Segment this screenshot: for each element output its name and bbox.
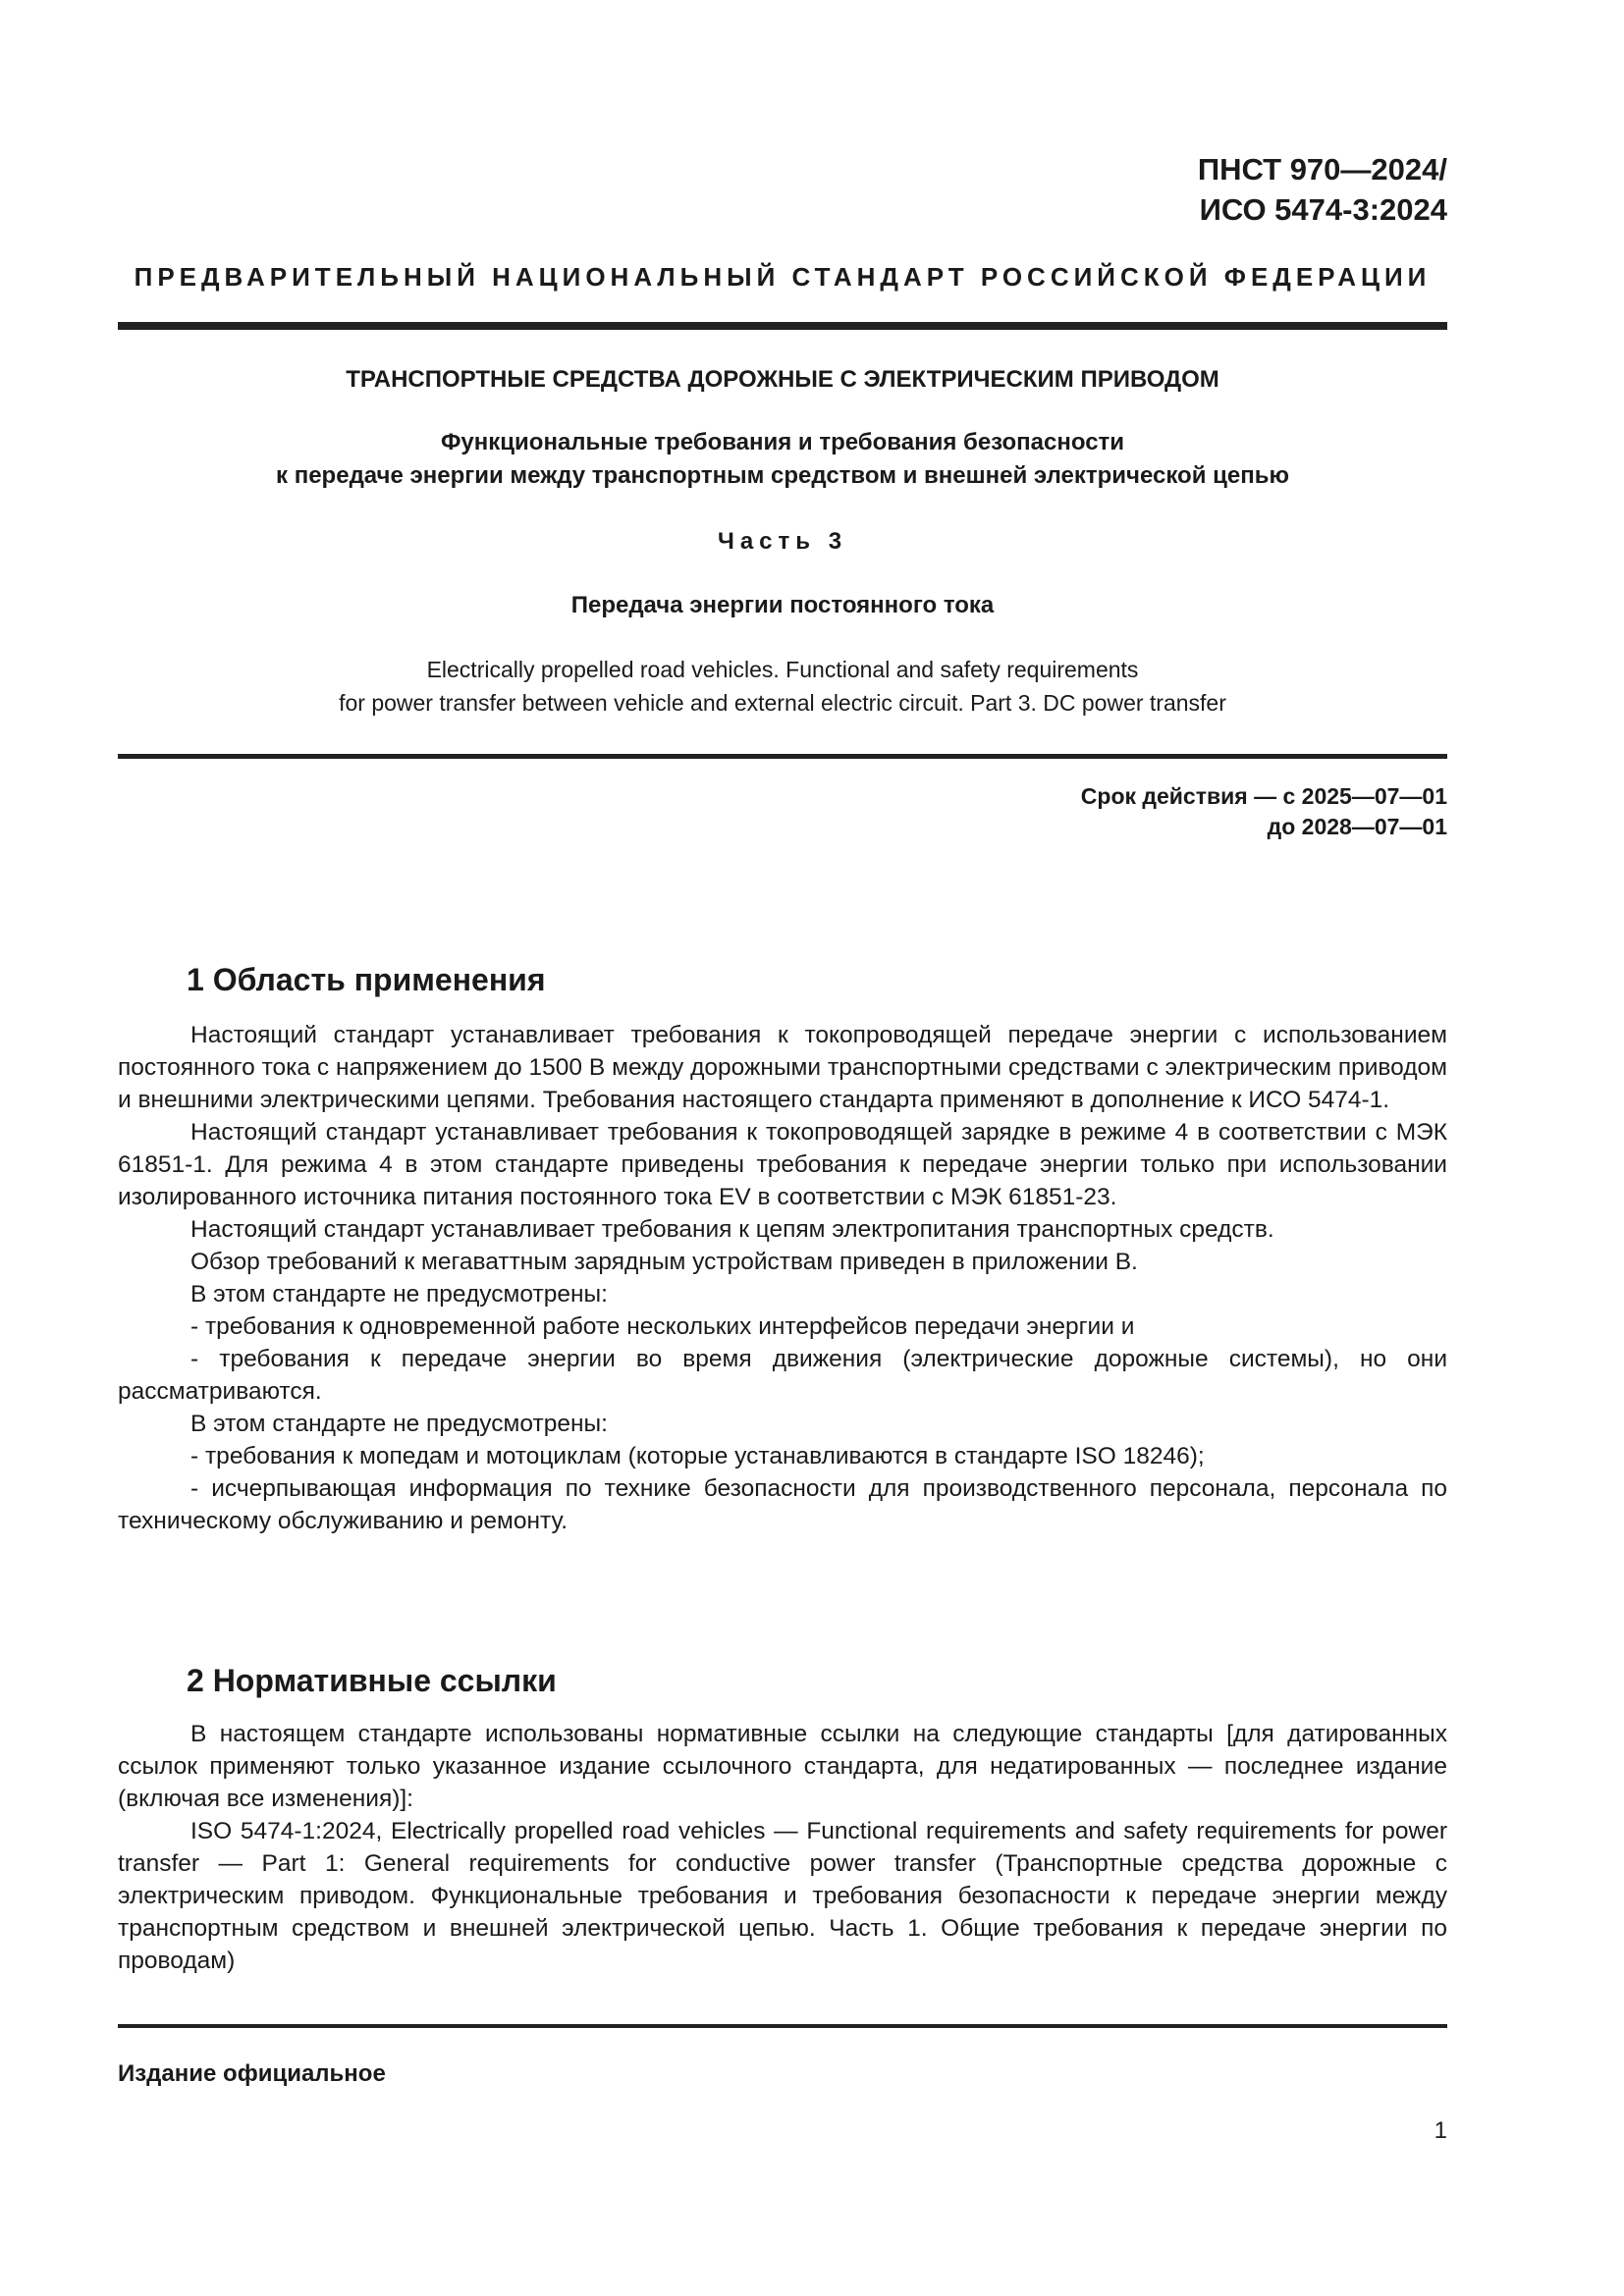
subtitle-line-2: к передаче энергии между транспортным средством и внешней электрической цепью — [276, 462, 1289, 489]
section-1-list-item: - требования к передаче энергии во время движения (электрические дорожные системы), но они рассматриваются. — [118, 1346, 1447, 1405]
page-number: 1 — [1434, 2117, 1447, 2144]
section-1-paragraph: Обзор требований к мегаваттным зарядным устройствам приведен в приложении В. — [190, 1249, 1138, 1275]
section-1-list-item: - требования к мопедам и мотоциклам (которые устанавливаются в стандарте ISO 18246); — [190, 1443, 1205, 1469]
section-2-heading: 2 Нормативные ссылки — [187, 1663, 557, 1698]
section-1-list-item: - исчерпывающая информация по технике безопасности для производственного персонала, персонала по техническому обслуживанию и ремонту. — [118, 1475, 1447, 1534]
designation-line-1: ПНСТ 970—2024/ — [1197, 152, 1447, 187]
section-1-paragraph: В этом стандарте не предусмотрены: — [190, 1411, 608, 1437]
english-title-line-2: for power transfer between vehicle and external electric circuit. Part 3. DC power transfer — [339, 690, 1226, 716]
section-1-paragraph: Настоящий стандарт устанавливает требования к цепям электропитания транспортных средств. — [190, 1216, 1274, 1243]
main-title: ТРАНСПОРТНЫЕ СРЕДСТВА ДОРОЖНЫЕ С ЭЛЕКТРИЧЕСКИМ ПРИВОДОМ — [346, 366, 1219, 393]
preliminary-standard-label: ПРЕДВАРИТЕЛЬНЫЙ НАЦИОНАЛЬНЫЙ СТАНДАРТ РОССИЙСКОЙ ФЕДЕРАЦИИ — [134, 262, 1432, 292]
official-edition-label: Издание официальное — [118, 2060, 386, 2087]
subtitle-line-1: Функциональные требования и требования безопасности — [440, 429, 1125, 455]
english-title-line-1: Electrically propelled road vehicles. Functional and safety requirements — [426, 657, 1139, 682]
designation-line-2: ИСО 5474-3:2024 — [1199, 192, 1447, 227]
section-1-paragraph: В этом стандарте не предусмотрены: — [190, 1281, 608, 1308]
section-2-reference: ISO 5474-1:2024, Electrically propelled road vehicles — Functional requirements and safety requirements for power transfer — Part 1: General requirements for conductive power transfer (Транспортные средства дорожные с электрическим приводом. Функциональные требования и требования безопасности к передаче энергии между транспортным средством и внешней электрической цепью. Часть 1. Общие требования к передаче энергии по проводам) — [118, 1818, 1447, 1974]
footer-divider — [118, 2024, 1447, 2028]
part-title: Передача энергии постоянного тока — [570, 592, 995, 618]
section-2-body — [118, 1718, 1447, 1977]
top-divider — [118, 322, 1447, 330]
validity-line-2: до 2028—07—01 — [1267, 814, 1447, 839]
section-1-paragraph: Настоящий стандарт устанавливает требования к токопроводящей зарядке в режиме 4 в соответствии с МЭК 61851-1. Для режима 4 в этом стандарте приведены требования к передаче энергии только при использовании изолированного источника питания постоянного тока EV в соответствии с МЭК 61851-23. — [118, 1119, 1447, 1210]
subtitle — [118, 426, 1447, 493]
english-title — [118, 653, 1447, 720]
standard-designation — [1198, 149, 1447, 230]
section-1-paragraph: Настоящий стандарт устанавливает требования к токопроводящей передаче энергии с использованием постоянного тока с напряжением до 1500 В между дорожными транспортными средствами с электрическим приводом и внешними электрическими цепями. Требования настоящего стандарта применяют в дополнение к ИСО 5474-1. — [118, 1022, 1447, 1113]
validity-line-1: Срок действия — с 2025—07—01 — [1080, 783, 1447, 809]
title-divider — [118, 754, 1447, 759]
section-2-paragraph: В настоящем стандарте использованы нормативные ссылки на следующие стандарты [для датированных ссылок применяют только указанное издание ссылочного стандарта, для недатированных — последнее издание (включая все изменения)]: — [118, 1721, 1447, 1812]
validity-period — [1081, 781, 1447, 842]
section-1-list-item: - требования к одновременной работе нескольких интерфейсов передачи энергии и — [190, 1313, 1135, 1340]
section-1-heading: 1 Область применения — [187, 962, 546, 997]
section-1-body — [118, 1019, 1447, 1537]
part-label: Часть 3 — [717, 528, 848, 555]
